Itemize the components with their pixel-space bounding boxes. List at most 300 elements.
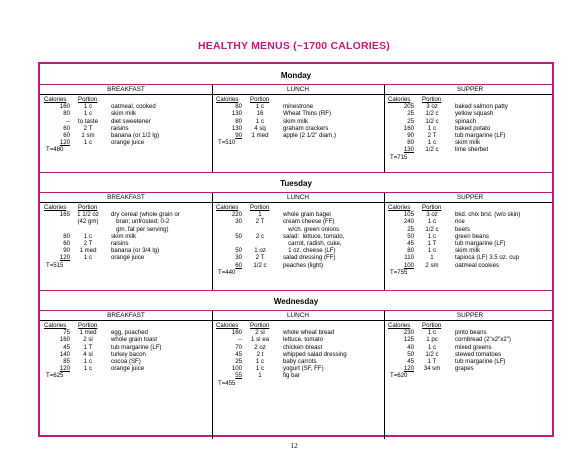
portion-value: 1 c <box>83 358 93 366</box>
portion-value: 1 c <box>83 103 93 111</box>
food-name: tub margarine (LF) <box>455 358 506 366</box>
food-row <box>388 146 552 153</box>
portion-value: 1 c <box>427 218 437 226</box>
calories-value: -- <box>65 117 70 125</box>
portion-header: Portion <box>78 322 98 329</box>
meal-total: T=755 <box>390 268 408 276</box>
food-row <box>44 344 208 351</box>
food-row <box>388 110 552 117</box>
portion-value: 1 med <box>79 329 97 337</box>
food-row <box>44 132 208 139</box>
calories-value: 120 <box>59 139 70 147</box>
portion-value: 1 T <box>83 343 93 351</box>
calories-value: 105 <box>403 211 414 219</box>
food-name: skim milk <box>111 110 137 118</box>
portion-value: 2 sl <box>83 336 93 344</box>
food-name: tub margarine (LF) <box>455 132 506 140</box>
food-row <box>44 351 208 358</box>
calories-value: 50 <box>407 350 414 358</box>
calories-value: 60 <box>63 240 70 248</box>
food-name: lime sherbet <box>455 146 489 154</box>
food-name: skim milk <box>283 117 309 125</box>
food-name: banana (or 1/2 lg) <box>111 132 160 140</box>
food-row <box>388 233 552 240</box>
portion-value: 2 t <box>256 350 264 358</box>
food-name: graham crackers <box>283 124 329 132</box>
portion-value: 1/2 c <box>425 117 439 125</box>
food-name: turkey bacon <box>111 350 146 358</box>
food-name: baby carrots <box>283 358 317 366</box>
portion-value: 1 1/2 oz <box>77 211 99 219</box>
food-row <box>44 125 208 132</box>
food-name: skim milk <box>455 247 481 255</box>
food-row <box>44 103 208 110</box>
food-name: raisins <box>111 124 129 132</box>
meal-block <box>388 322 552 380</box>
food-name: whole grain toast <box>111 336 158 344</box>
portion-value: 1 T <box>427 358 437 366</box>
food-name: fig bar <box>283 372 300 380</box>
food-row <box>216 233 380 240</box>
meal-title-underline <box>384 202 552 203</box>
portion-value: 1/2 c <box>253 261 267 269</box>
portion-value: 1 <box>258 372 262 380</box>
food-row <box>388 211 552 218</box>
portion-value: 1 c <box>83 232 93 240</box>
food-name: 1 oz. cheese (LF) <box>283 247 336 255</box>
food-name: orange juice <box>111 365 145 373</box>
meal-block <box>44 96 208 154</box>
food-name: Wheat Thins (RF) <box>283 110 331 118</box>
food-row <box>388 240 552 247</box>
food-row <box>388 254 552 261</box>
portion-value <box>242 226 278 233</box>
portion-value: 1 c <box>255 117 265 125</box>
meal-total: T=625 <box>46 372 64 380</box>
calories-value: 80 <box>407 139 414 147</box>
calories-value: 130 <box>403 146 414 154</box>
meal-title: SUPPER <box>456 312 484 319</box>
food-name: bkd. chix brst. (w/o skin) <box>455 211 521 219</box>
column-header-row <box>44 322 208 329</box>
portion-value: 3 oz <box>426 211 438 219</box>
calories-value <box>44 218 70 225</box>
calories-header: Calories <box>216 322 239 329</box>
meal-block <box>44 204 208 269</box>
meal-separator <box>384 311 385 439</box>
food-name: mixed greens <box>455 343 492 351</box>
food-name: minestrone <box>283 103 314 111</box>
calories-value: 165 <box>59 211 70 219</box>
portion-value: 1 c <box>427 247 437 255</box>
food-row <box>388 118 552 125</box>
meal-title-underline <box>212 94 384 95</box>
portion-value: 34 sm <box>423 365 441 373</box>
meal-title: BREAKFAST <box>107 312 145 319</box>
calories-value: 120 <box>59 365 70 373</box>
calories-value: 90 <box>407 132 414 140</box>
meal-total: T=510 <box>218 139 236 147</box>
calories-header: Calories <box>388 204 411 211</box>
food-name: lettuce, tomato <box>283 336 323 344</box>
food-name: baked potato <box>455 124 491 132</box>
food-row <box>216 226 380 233</box>
meal-title-underline <box>40 94 212 95</box>
calories-header: Calories <box>216 96 239 103</box>
portion-value: 2 oz <box>254 343 266 351</box>
food-name: tub margarine (LF) <box>455 240 506 248</box>
food-row <box>44 336 208 343</box>
food-name: cocoa (SF) <box>111 358 141 366</box>
food-row <box>216 103 380 110</box>
food-row <box>216 247 380 254</box>
food-name: grapes <box>455 365 474 373</box>
portion-value: 4 sl <box>83 350 93 358</box>
food-row <box>388 139 552 146</box>
food-row <box>216 329 380 336</box>
calories-value: 60 <box>63 124 70 132</box>
food-name: yellow squash <box>455 110 494 118</box>
calories-value: 60 <box>235 261 242 269</box>
calories-value: 40 <box>407 343 414 351</box>
calories-value: 45 <box>63 343 70 351</box>
food-row <box>44 365 208 372</box>
portion-value: 1 c <box>83 139 93 147</box>
calories-value: 70 <box>235 343 242 351</box>
food-row <box>388 226 552 233</box>
calories-value: 25 <box>407 225 414 233</box>
day-title-divider <box>40 310 552 311</box>
food-name: bran; unfrosted; 0-2 <box>111 218 170 226</box>
food-name: dry cereal (whole grain or <box>111 211 180 219</box>
meal-separator <box>384 85 385 172</box>
portion-value <box>242 240 278 247</box>
food-row <box>44 211 208 218</box>
food-row <box>44 247 208 254</box>
portion-value: 1/2 c <box>425 146 439 154</box>
portion-value: 1 med <box>79 247 97 255</box>
food-row <box>388 218 552 225</box>
portion-value: 1 oz <box>254 247 266 255</box>
portion-value: 1 c <box>427 139 437 147</box>
food-row <box>388 125 552 132</box>
food-name: apple (2 1/2" diam.) <box>283 132 336 140</box>
calories-value: 230 <box>403 329 414 337</box>
food-name: whole wheat bread <box>283 329 335 337</box>
calories-value: 100 <box>231 365 242 373</box>
food-name: oatmeal, cooked <box>111 103 156 111</box>
portion-value: 1 sl ea <box>251 336 269 344</box>
portion-value: 1/2 c <box>425 110 439 118</box>
portion-value: 1 sm <box>81 132 95 140</box>
food-name: beets <box>455 225 470 233</box>
calories-value: 125 <box>403 336 414 344</box>
meal-title-underline <box>212 320 384 321</box>
day-title: Monday <box>280 71 312 80</box>
calories-value: 160 <box>59 103 70 111</box>
food-row <box>44 233 208 240</box>
calories-value: 80 <box>407 247 414 255</box>
food-row <box>44 139 208 146</box>
meal-block <box>44 322 208 380</box>
meal-title: LUNCH <box>286 86 309 93</box>
meal-total: T=440 <box>218 268 236 276</box>
food-row <box>216 262 380 269</box>
portion-value: 1 c <box>427 232 437 240</box>
food-row <box>44 240 208 247</box>
portion-header: Portion <box>422 96 442 103</box>
food-name: tapioca (LF) 3.5 oz. cup <box>455 254 520 262</box>
food-name: whipped salad dressing <box>283 350 347 358</box>
calories-value <box>216 240 242 247</box>
column-header-row <box>388 204 552 211</box>
portion-value: to taste <box>78 117 98 125</box>
portion-value: 16 <box>256 110 264 118</box>
food-name: salad dressing (FF) <box>283 254 336 262</box>
portion-value: 4 sq <box>254 124 266 132</box>
meal-title: SUPPER <box>456 194 484 201</box>
food-row <box>44 329 208 336</box>
day-title-divider <box>40 192 552 193</box>
meal-separator <box>212 311 213 439</box>
food-row <box>216 344 380 351</box>
food-row <box>216 336 380 343</box>
portion-header: Portion <box>78 204 98 211</box>
portion-value: 2 T <box>255 218 265 226</box>
meal-title: BREAKFAST <box>107 86 145 93</box>
portion-value: 2 T <box>83 124 93 132</box>
meal-title-underline <box>384 320 552 321</box>
calories-value: 85 <box>63 358 70 366</box>
meal-title-underline <box>212 202 384 203</box>
calories-value: 160 <box>59 336 70 344</box>
food-row <box>216 211 380 218</box>
food-name: salad: lettuce, tomato, <box>283 232 345 240</box>
portion-value: 2 T <box>255 254 265 262</box>
calories-value: 80 <box>63 232 70 240</box>
calories-header: Calories <box>44 204 67 211</box>
portion-value: 2 sm <box>425 261 439 269</box>
food-row <box>216 118 380 125</box>
food-name: baked salmon patty <box>455 103 508 111</box>
portion-value <box>70 226 106 233</box>
food-row <box>388 132 552 139</box>
portion-value: 1/2 c <box>425 350 439 358</box>
food-name: stewed tomatoes <box>455 350 502 358</box>
meal-total: T=480 <box>46 146 64 154</box>
meal-separator <box>212 85 213 172</box>
portion-header: Portion <box>78 96 98 103</box>
food-row <box>216 365 380 372</box>
meal-title: BREAKFAST <box>107 194 145 201</box>
day-title-divider <box>40 84 552 85</box>
food-row <box>44 110 208 117</box>
meal-separator <box>212 193 213 290</box>
calories-value: 75 <box>63 329 70 337</box>
calories-value: 30 <box>235 218 242 226</box>
portion-value: 1 <box>430 254 434 262</box>
meal-title-underline <box>40 202 212 203</box>
food-name: skim milk <box>111 232 137 240</box>
food-name: rice <box>455 218 465 226</box>
calories-value: 160 <box>403 124 414 132</box>
meal-total: T=620 <box>390 372 408 380</box>
portion-value: 1 c <box>255 103 265 111</box>
food-name: w/ch. green onions <box>283 225 340 233</box>
meal-block <box>388 96 552 161</box>
food-name: whole grain bagel <box>283 211 331 219</box>
food-name: cornbread (2"x2"x2") <box>455 336 511 344</box>
food-row <box>216 110 380 117</box>
food-row <box>388 247 552 254</box>
calories-value: 130 <box>231 110 242 118</box>
food-row <box>388 262 552 269</box>
food-name: cream cheese (FF) <box>283 218 335 226</box>
food-name: chicken breast <box>283 343 323 351</box>
page-title: HEALTHY MENUS (~1700 CALORIES) <box>197 40 391 52</box>
calories-value: 50 <box>235 247 242 255</box>
portion-value: 1 c <box>255 365 265 373</box>
calories-header: Calories <box>388 322 411 329</box>
calories-header: Calories <box>388 96 411 103</box>
food-name: yogurt (SF, FF) <box>283 365 324 373</box>
food-name: orange juice <box>111 139 145 147</box>
meal-separator <box>384 193 385 290</box>
calories-value: 120 <box>403 365 414 373</box>
portion-value: 1 pc <box>426 336 438 344</box>
calories-value: 25 <box>407 117 414 125</box>
column-header-row <box>388 96 552 103</box>
food-row <box>44 226 208 233</box>
food-row <box>44 254 208 261</box>
meal-block <box>388 204 552 276</box>
calories-value: 80 <box>235 103 242 111</box>
calories-value: 50 <box>407 232 414 240</box>
calories-value: 160 <box>231 329 242 337</box>
portion-header: Portion <box>250 204 270 211</box>
portion-value: 2 T <box>427 132 437 140</box>
portion-value: 1/2 c <box>425 225 439 233</box>
food-row <box>388 358 552 365</box>
column-header-row <box>44 96 208 103</box>
food-row <box>44 118 208 125</box>
food-row <box>216 351 380 358</box>
calories-value: 80 <box>235 117 242 125</box>
food-name: skim milk <box>455 139 481 147</box>
calories-value: 25 <box>407 110 414 118</box>
calories-value: 45 <box>235 350 242 358</box>
portion-value: 1 c <box>427 343 437 351</box>
portion-value: 1 c <box>427 329 437 337</box>
food-row <box>216 372 380 379</box>
day-divider <box>40 290 552 291</box>
calories-value: 50 <box>235 232 242 240</box>
portion-value: 2 T <box>83 240 93 248</box>
calories-value: -- <box>237 336 242 344</box>
portion-value: 2 c <box>255 232 265 240</box>
calories-value: 90 <box>235 132 242 140</box>
meal-title-underline <box>40 320 212 321</box>
calories-value: 45 <box>407 240 414 248</box>
food-row <box>44 358 208 365</box>
calories-value: 120 <box>59 254 70 262</box>
meal-title-underline <box>384 94 552 95</box>
portion-value: 1 c <box>83 110 93 118</box>
day-title: Tuesday <box>280 179 312 188</box>
calories-value: 45 <box>407 358 414 366</box>
calories-value: 100 <box>403 261 414 269</box>
calories-header: Calories <box>216 204 239 211</box>
food-row <box>216 240 380 247</box>
portion-value: 1 c <box>427 124 437 132</box>
calories-header: Calories <box>44 96 67 103</box>
food-row <box>216 254 380 261</box>
column-header-row <box>216 322 380 329</box>
portion-header: Portion <box>422 322 442 329</box>
calories-value: 140 <box>59 350 70 358</box>
food-row <box>388 329 552 336</box>
calories-value: 55 <box>235 372 242 380</box>
calories-value: 220 <box>231 211 242 219</box>
food-name: banana (or 3/4 lg) <box>111 247 160 255</box>
portion-value: 1 <box>258 211 262 219</box>
portion-header: Portion <box>250 96 270 103</box>
food-row <box>388 351 552 358</box>
calories-value: 240 <box>403 218 414 226</box>
meal-total: T=715 <box>390 153 408 161</box>
food-row <box>216 358 380 365</box>
day-divider <box>40 172 552 173</box>
calories-value: 30 <box>235 254 242 262</box>
food-name: green beans <box>455 232 489 240</box>
column-header-row <box>216 96 380 103</box>
food-row <box>388 344 552 351</box>
portion-value: 1 c <box>83 365 93 373</box>
portion-value: 3 oz <box>426 103 438 111</box>
food-row <box>388 103 552 110</box>
calories-value <box>216 226 242 233</box>
calories-value: 130 <box>231 124 242 132</box>
column-header-row <box>388 322 552 329</box>
column-header-row <box>44 204 208 211</box>
portion-value: 2 sl <box>255 329 265 337</box>
food-name: raisins <box>111 240 129 248</box>
portion-header: Portion <box>422 204 442 211</box>
meal-block <box>216 204 380 276</box>
food-row <box>216 218 380 225</box>
food-name: oatmeal cookies <box>455 261 500 269</box>
food-row <box>388 336 552 343</box>
meal-title: LUNCH <box>286 194 309 201</box>
portion-value: (42 gm) <box>77 218 99 226</box>
calories-header: Calories <box>44 322 67 329</box>
food-name: egg, poached <box>111 329 148 337</box>
calories-value: 25 <box>235 358 242 366</box>
food-row <box>216 125 380 132</box>
food-name: tub margarine (LF) <box>111 343 162 351</box>
food-name: gm. fat per serving) <box>111 225 169 233</box>
calories-value: 60 <box>63 132 70 140</box>
meal-title: LUNCH <box>286 312 309 319</box>
food-name: pinto beans <box>455 329 487 337</box>
day-title: Wednesday <box>273 297 319 306</box>
food-name: spinach <box>455 117 477 125</box>
food-row <box>216 132 380 139</box>
food-name: diet sweetener <box>111 117 151 125</box>
food-row <box>44 218 208 225</box>
meal-block <box>216 322 380 387</box>
food-name: orange juice <box>111 254 145 262</box>
